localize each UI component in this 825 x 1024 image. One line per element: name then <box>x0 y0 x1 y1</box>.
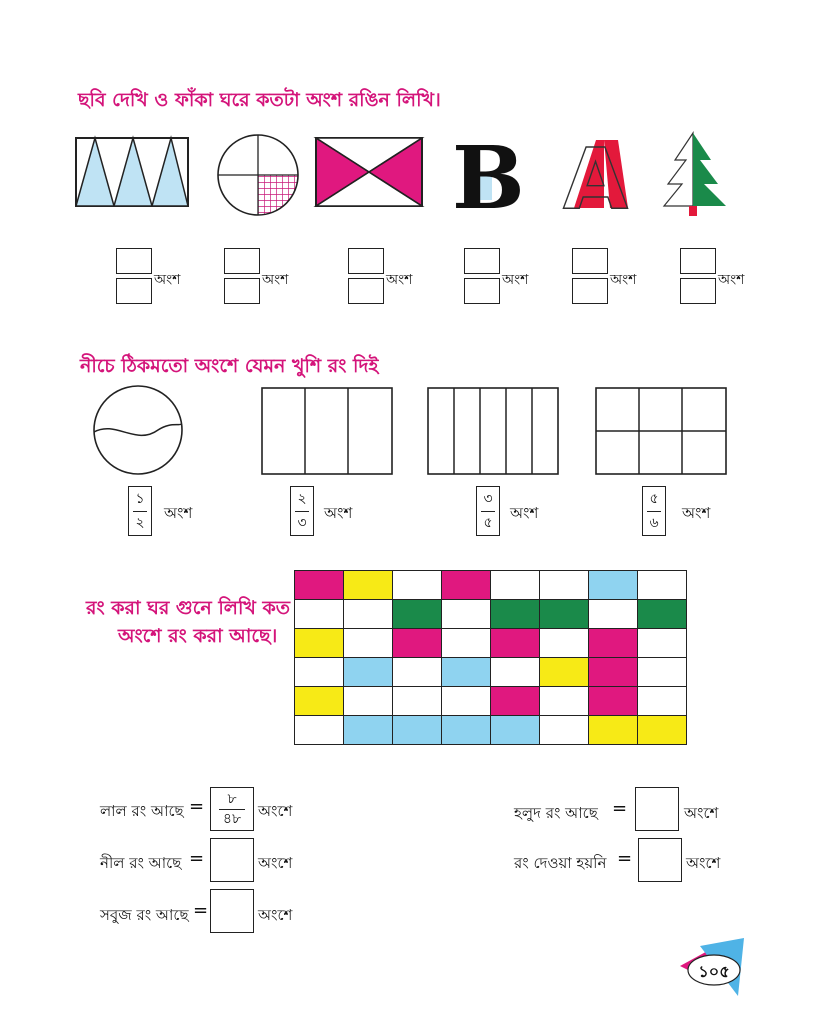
grid-cell <box>540 571 589 600</box>
grid-cell <box>491 629 540 658</box>
answer-box-4[interactable] <box>464 248 500 304</box>
grid-cell <box>491 600 540 629</box>
grid-cell <box>491 716 540 745</box>
fraction-label-2: ২ ৩ <box>290 486 314 536</box>
grid-cell <box>442 600 491 629</box>
circle-half-shape <box>94 386 182 474</box>
grid-cell <box>638 629 687 658</box>
red-label: লাল রং আছে <box>100 802 184 820</box>
fraction-label-3: ৩ ৫ <box>476 486 500 536</box>
amsh-label: অংশ <box>262 272 289 288</box>
amsh-label: অংশ <box>502 272 529 288</box>
amsh-label: অংশ <box>510 504 539 522</box>
grid-row <box>295 600 687 629</box>
grid-cell <box>393 716 442 745</box>
grid-cell <box>638 658 687 687</box>
equals-sign: = <box>193 900 209 921</box>
grid-cell <box>344 716 393 745</box>
amsh-label: অংশ <box>154 272 181 288</box>
tree-figure <box>664 133 726 216</box>
equals-sign: = <box>189 796 205 817</box>
grid-cell <box>393 687 442 716</box>
grid-cell <box>442 658 491 687</box>
grid-row <box>295 716 687 745</box>
section1-heading: ছবি দেখি ও ফাঁকা ঘরে কতটা অংশ রঙিন লিখি। <box>78 89 441 111</box>
amsh-label: অংশ <box>386 272 413 288</box>
grid-cell <box>589 600 638 629</box>
grid-cell <box>589 687 638 716</box>
grid-cell <box>295 716 344 745</box>
blue-answer-box[interactable] <box>210 838 254 882</box>
grid-cell <box>442 629 491 658</box>
rectangle-thirds-shape <box>262 388 392 474</box>
amshe-label: অংশে <box>686 854 721 872</box>
yellow-answer-box[interactable] <box>635 787 679 831</box>
grid-cell <box>442 716 491 745</box>
answer-box-2[interactable] <box>224 248 260 304</box>
equals-sign: = <box>612 798 628 819</box>
equals-sign: = <box>617 848 633 869</box>
grid-row <box>295 629 687 658</box>
grid-cell <box>540 629 589 658</box>
grid-cell <box>295 571 344 600</box>
grid-cell <box>638 716 687 745</box>
grid-cell <box>344 629 393 658</box>
grid-cell <box>589 629 638 658</box>
blue-label: নীল রং আছে <box>100 854 182 872</box>
amshe-label: অংশে <box>258 802 293 820</box>
answer-box-3[interactable] <box>348 248 384 304</box>
rectangle-sixths-shape <box>596 388 726 474</box>
amshe-label: অংশে <box>258 906 293 924</box>
grid-cell <box>491 658 540 687</box>
page-number: ১০৫ <box>698 962 730 981</box>
grid-cell <box>638 687 687 716</box>
amshe-label: অংশে <box>684 804 719 822</box>
grid-cell <box>295 600 344 629</box>
grid-cell <box>393 600 442 629</box>
section2-shapes <box>86 384 736 480</box>
circle-quarter-figure <box>218 135 298 215</box>
fraction-label-4: ৫ ৬ <box>642 486 666 536</box>
grid-row <box>295 658 687 687</box>
fraction-label-1: ১ ২ <box>128 486 152 536</box>
grid-cell <box>540 658 589 687</box>
answer-box-6[interactable] <box>680 248 716 304</box>
svg-text:B: B <box>452 128 525 220</box>
grid-cell <box>344 687 393 716</box>
letter-a-figure <box>563 130 628 220</box>
section3-heading-line1: রং করা ঘর গুনে লিখি কত <box>86 597 291 619</box>
amsh-label: অংশ <box>324 504 353 522</box>
grid-cell <box>589 571 638 600</box>
grid-cell <box>442 571 491 600</box>
grid-cell <box>491 571 540 600</box>
equals-sign: = <box>189 848 205 869</box>
grid-row <box>295 571 687 600</box>
grid-cell <box>540 687 589 716</box>
yellow-label: হলুদ রং আছে <box>514 804 598 822</box>
answer-box-1[interactable] <box>116 248 152 304</box>
green-label: সবুজ রং আছে <box>100 906 189 924</box>
grid-cell <box>540 600 589 629</box>
amshe-label: অংশে <box>258 854 293 872</box>
amsh-label: অংশ <box>164 504 193 522</box>
grid-cell <box>638 600 687 629</box>
grid-cell <box>589 658 638 687</box>
section2-heading: নীচে ঠিকমতো অংশে যেমন খুশি রং দিই <box>80 355 379 377</box>
grid-cell <box>540 716 589 745</box>
grid-cell <box>393 629 442 658</box>
red-answer-box[interactable]: ৮ ৪৮ <box>210 787 254 831</box>
grid-cell <box>295 658 344 687</box>
three-triangles-figure <box>76 138 188 206</box>
grid-row <box>295 687 687 716</box>
letter-b-figure <box>452 128 525 220</box>
grid-cell <box>393 658 442 687</box>
rectangle-fifths-shape <box>428 388 558 474</box>
green-answer-box[interactable] <box>210 889 254 933</box>
grid-cell <box>295 629 344 658</box>
uncolored-label: রং দেওয়া হয়নি <box>514 854 607 872</box>
page-number-badge <box>674 936 750 1000</box>
grid-cell <box>344 658 393 687</box>
grid-cell <box>638 571 687 600</box>
section3-heading-line2: অংশে রং করা আছে। <box>118 625 278 647</box>
answer-box-5[interactable] <box>572 248 608 304</box>
rectangle-triangles-figure <box>316 138 422 206</box>
section1-figures <box>72 128 762 220</box>
uncolored-answer-box[interactable] <box>638 838 682 882</box>
colored-cells-grid <box>294 570 687 745</box>
amsh-label: অংশ <box>682 504 711 522</box>
amsh-label: অংশ <box>610 272 637 288</box>
grid-cell <box>442 687 491 716</box>
grid-cell <box>344 571 393 600</box>
grid-cell <box>295 687 344 716</box>
grid-cell <box>491 687 540 716</box>
grid-cell <box>393 571 442 600</box>
svg-text:A: A <box>563 130 629 220</box>
grid-cell <box>589 716 638 745</box>
amsh-label: অংশ <box>718 272 745 288</box>
grid-cell <box>344 600 393 629</box>
